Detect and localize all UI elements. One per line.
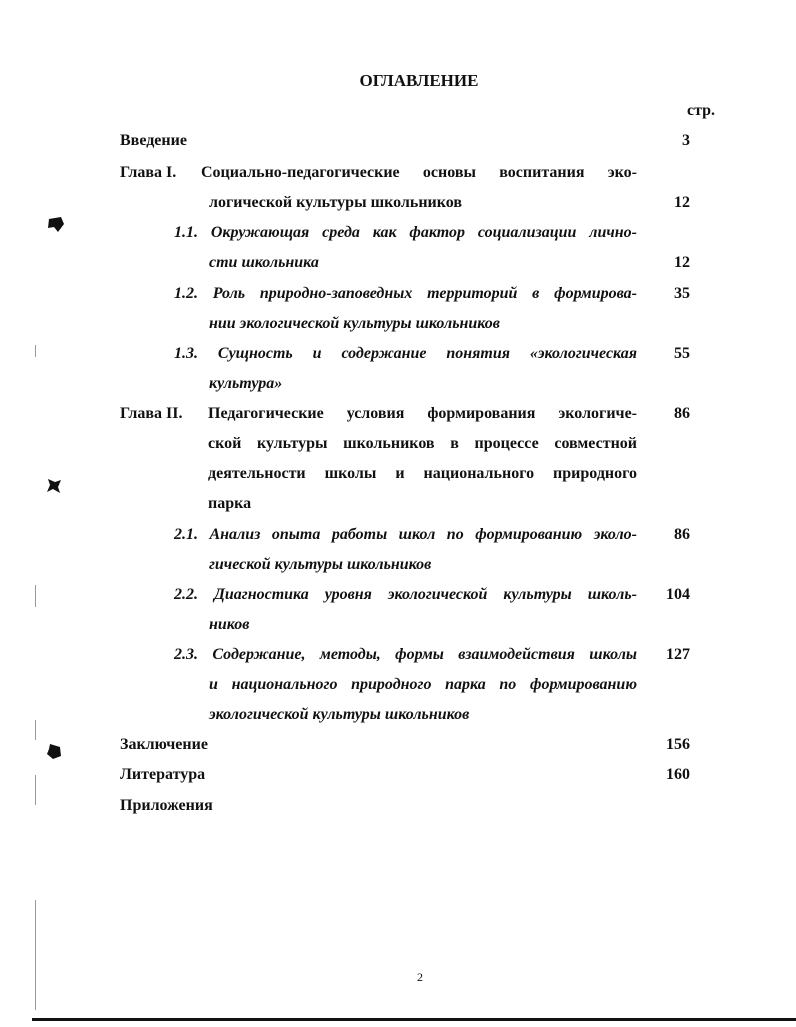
toc-section-1-2-line2: нии экологической культуры школьников xyxy=(209,315,500,332)
toc-section-2-3-line2: и национального природного парка по формированию xyxy=(209,676,637,693)
toc-section-2-1-line2: гической культуры школьников xyxy=(209,556,432,573)
toc-chapter2-line3: деятельности школы и национального природного xyxy=(208,465,637,482)
toc-entry-literature: Литература xyxy=(120,766,206,783)
toc-section-2-3-line3: экологической культуры школьников xyxy=(209,706,470,723)
page-number: 2 xyxy=(417,970,423,984)
toc-section-2-2-line1: 2.2. Диагностика уровня экологической культуры школь- xyxy=(174,586,637,603)
toc-section-2-3-line1: 2.3. Содержание, методы, формы взаимодействия школы xyxy=(174,646,637,663)
toc-page-section-2-1: 86 xyxy=(674,526,690,543)
toc-chapter2-line2: ской культуры школьников в процессе совместной xyxy=(208,435,637,452)
scan-artifact-line xyxy=(35,345,36,357)
toc-entry-appendices: Приложения xyxy=(120,797,213,814)
toc-entry-intro: Введение xyxy=(120,132,187,149)
toc-section-2-1-line1: 2.1. Анализ опыта работы школ по формированию эколо- xyxy=(174,526,637,543)
scan-artifact-line xyxy=(35,775,36,805)
toc-page-section-1-3: 55 xyxy=(674,345,690,362)
punch-hole-mark-1 xyxy=(46,215,66,235)
toc-page-section-2-3: 127 xyxy=(666,646,690,663)
toc-section-1-2-line1: 1.2. Роль природно-заповедных территорий в формирова- xyxy=(174,285,637,302)
toc-section-1-3-line2: культура» xyxy=(209,375,283,392)
scan-artifact-line xyxy=(35,720,36,740)
toc-page-intro: 3 xyxy=(682,132,690,149)
scan-artifact-line xyxy=(35,585,36,607)
toc-chapter2-line4: парка xyxy=(208,495,252,512)
toc-chapter1-line1: Социально-педагогические основы воспитания эко- xyxy=(201,164,637,181)
toc-entry-conclusion: Заключение xyxy=(120,736,208,753)
page-column-label: стр. xyxy=(687,102,716,119)
toc-section-1-1-line1: 1.1. Окружающая среда как фактор социализации лично- xyxy=(174,224,637,241)
toc-page-section-1-1: 12 xyxy=(674,254,690,271)
scan-bottom-border xyxy=(32,1018,796,1021)
toc-page-conclusion: 156 xyxy=(666,736,690,753)
toc-page-chapter1: 12 xyxy=(674,194,690,211)
toc-page-chapter2: 86 xyxy=(674,405,690,422)
page-title: ОГЛАВЛЕНИЕ xyxy=(359,71,479,90)
toc-chapter2-prefix: Глава II. xyxy=(120,405,183,422)
toc-section-2-2-line2: ников xyxy=(209,616,250,633)
toc-page-section-2-2: 104 xyxy=(666,586,690,603)
toc-chapter1-line2: логической культуры школьников xyxy=(209,194,462,211)
scan-artifact-line xyxy=(35,900,36,1010)
toc-page-section-1-2: 35 xyxy=(674,285,690,302)
punch-hole-mark-3 xyxy=(44,742,64,762)
toc-chapter2-line1: Педагогические условия формирования экологиче- xyxy=(208,405,637,422)
toc-section-1-1-line2: сти школьника xyxy=(209,254,319,271)
toc-section-1-3-line1: 1.3. Сущность и содержание понятия «экологическая xyxy=(174,345,637,362)
toc-page-literature: 160 xyxy=(666,766,690,783)
punch-hole-mark-2 xyxy=(44,476,64,496)
toc-chapter1-prefix: Глава I. xyxy=(120,164,177,181)
